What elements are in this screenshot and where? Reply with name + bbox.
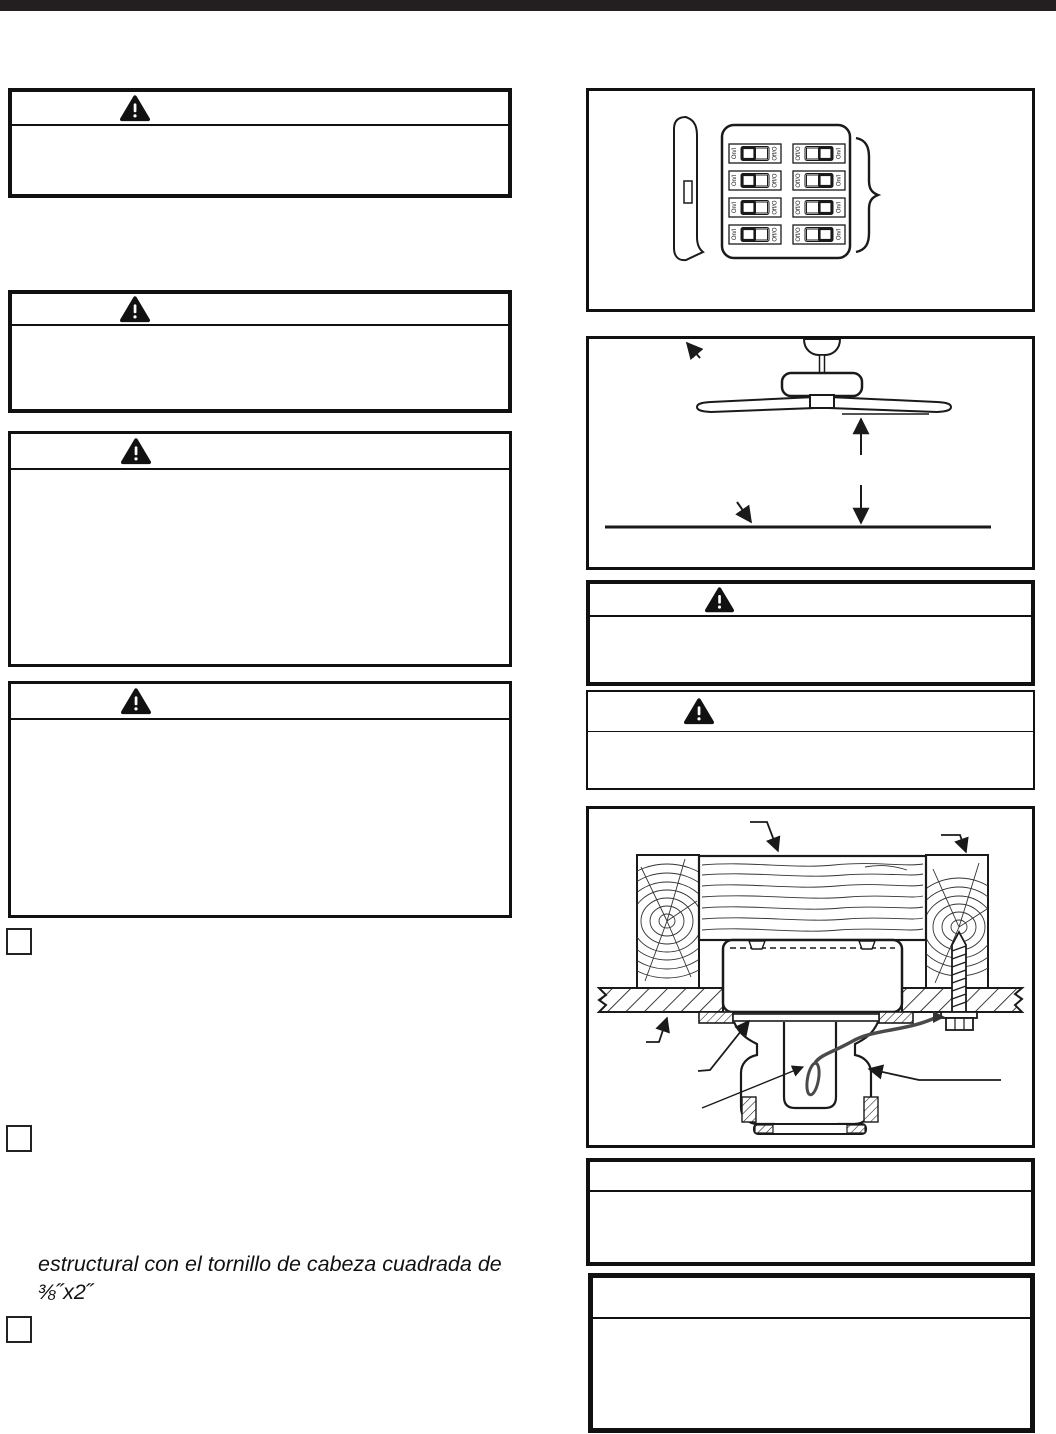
page-top-bar (0, 0, 1056, 11)
breaker-off-label: Off/O (796, 227, 802, 242)
warning-triangle-icon (121, 688, 151, 715)
warning-triangle-icon (684, 698, 714, 725)
figure-mounting-cross-section (586, 806, 1035, 1148)
breaker-off-label: Off/O (772, 227, 779, 242)
breaker-off-label: Off/O (796, 146, 802, 161)
bracket-callout-arrow (869, 1069, 1001, 1080)
breaker-off-label: Off/O (772, 173, 779, 188)
breaker-off-label: Off/O (772, 200, 779, 215)
breaker-off-label: Off/O (796, 173, 802, 188)
ceiling-callout-arrow (646, 1018, 667, 1042)
fan-blade-left (697, 397, 815, 412)
step-checkbox-2[interactable] (6, 1125, 32, 1152)
outlet-box-screw-tab-right (859, 941, 875, 949)
warning-box-6 (586, 690, 1035, 790)
fan-blade-right (829, 397, 951, 412)
warning-triangle-icon (120, 296, 150, 323)
warning-triangle-icon (705, 587, 734, 613)
fan-canopy (804, 339, 840, 355)
floor-callout-arrow (737, 502, 751, 522)
fan-switch-housing (810, 395, 834, 408)
ceiling-board-left (599, 988, 723, 1012)
breaker-panel-illustration (589, 91, 1032, 309)
info-box-1 (586, 1158, 1035, 1266)
warning-box-1-header (12, 92, 508, 126)
breaker-on-label: On/I (732, 174, 738, 187)
warning-box-3-header (11, 434, 509, 470)
step-checkbox-1[interactable] (6, 928, 32, 955)
warning-box-4 (8, 681, 512, 918)
breaker-on-label: On/I (836, 147, 843, 160)
fan-callout-arrow (687, 343, 700, 358)
warning-box-5 (586, 580, 1035, 686)
breaker-off-label: Off/O (796, 200, 802, 215)
warning-box-6-header (588, 692, 1033, 732)
breaker-switch (729, 144, 781, 163)
info-box-1-header (590, 1162, 1031, 1192)
figure-breaker-panel (586, 88, 1035, 312)
warning-triangle-icon (121, 438, 151, 465)
breaker-switch (793, 225, 845, 244)
breaker-on-label: On/I (836, 228, 843, 241)
fan-clearance-illustration (589, 339, 1032, 567)
door-handle (684, 181, 692, 203)
breaker-switch (729, 198, 781, 217)
breaker-on-label: On/I (732, 201, 738, 214)
warning-triangle-icon (120, 95, 150, 122)
warning-box-3 (8, 431, 512, 667)
fan-downrod (820, 355, 825, 373)
breaker-switch (793, 144, 845, 163)
warning-box-1 (8, 88, 512, 198)
warning-box-2 (8, 290, 512, 413)
step-checkbox-3[interactable] (6, 1316, 32, 1343)
joist-callout-arrow (941, 835, 966, 852)
info-box-2 (588, 1273, 1035, 1433)
breaker-switch (729, 171, 781, 190)
breaker-on-label: On/I (732, 228, 738, 241)
breaker-switch (729, 225, 781, 244)
fan-motor-housing (782, 373, 862, 396)
breaker-on-label: On/I (836, 201, 843, 214)
warning-box-5-header (590, 584, 1031, 617)
outlet-box-screw-tab-left (749, 941, 765, 949)
curly-brace (856, 138, 878, 252)
warning-box-2-header (12, 294, 508, 326)
figure-fan-clearance (586, 336, 1035, 570)
info-box-2-header (593, 1278, 1030, 1319)
breaker-on-label: On/I (732, 147, 738, 160)
breaker-switch (793, 171, 845, 190)
instruction-note-text: estructural con el tornillo de cabeza cuadrada de ⅜˝x2˝ (38, 1252, 502, 1304)
mounting-illustration (589, 809, 1032, 1145)
warning-box-4-header (11, 684, 509, 720)
outlet-box-callout-arrow (698, 1021, 749, 1071)
breaker-off-label: Off/O (772, 146, 779, 161)
outlet-box (723, 940, 902, 1012)
breaker-on-label: On/I (836, 174, 843, 187)
brace-callout-arrow (750, 822, 778, 851)
breaker-switch (793, 198, 845, 217)
